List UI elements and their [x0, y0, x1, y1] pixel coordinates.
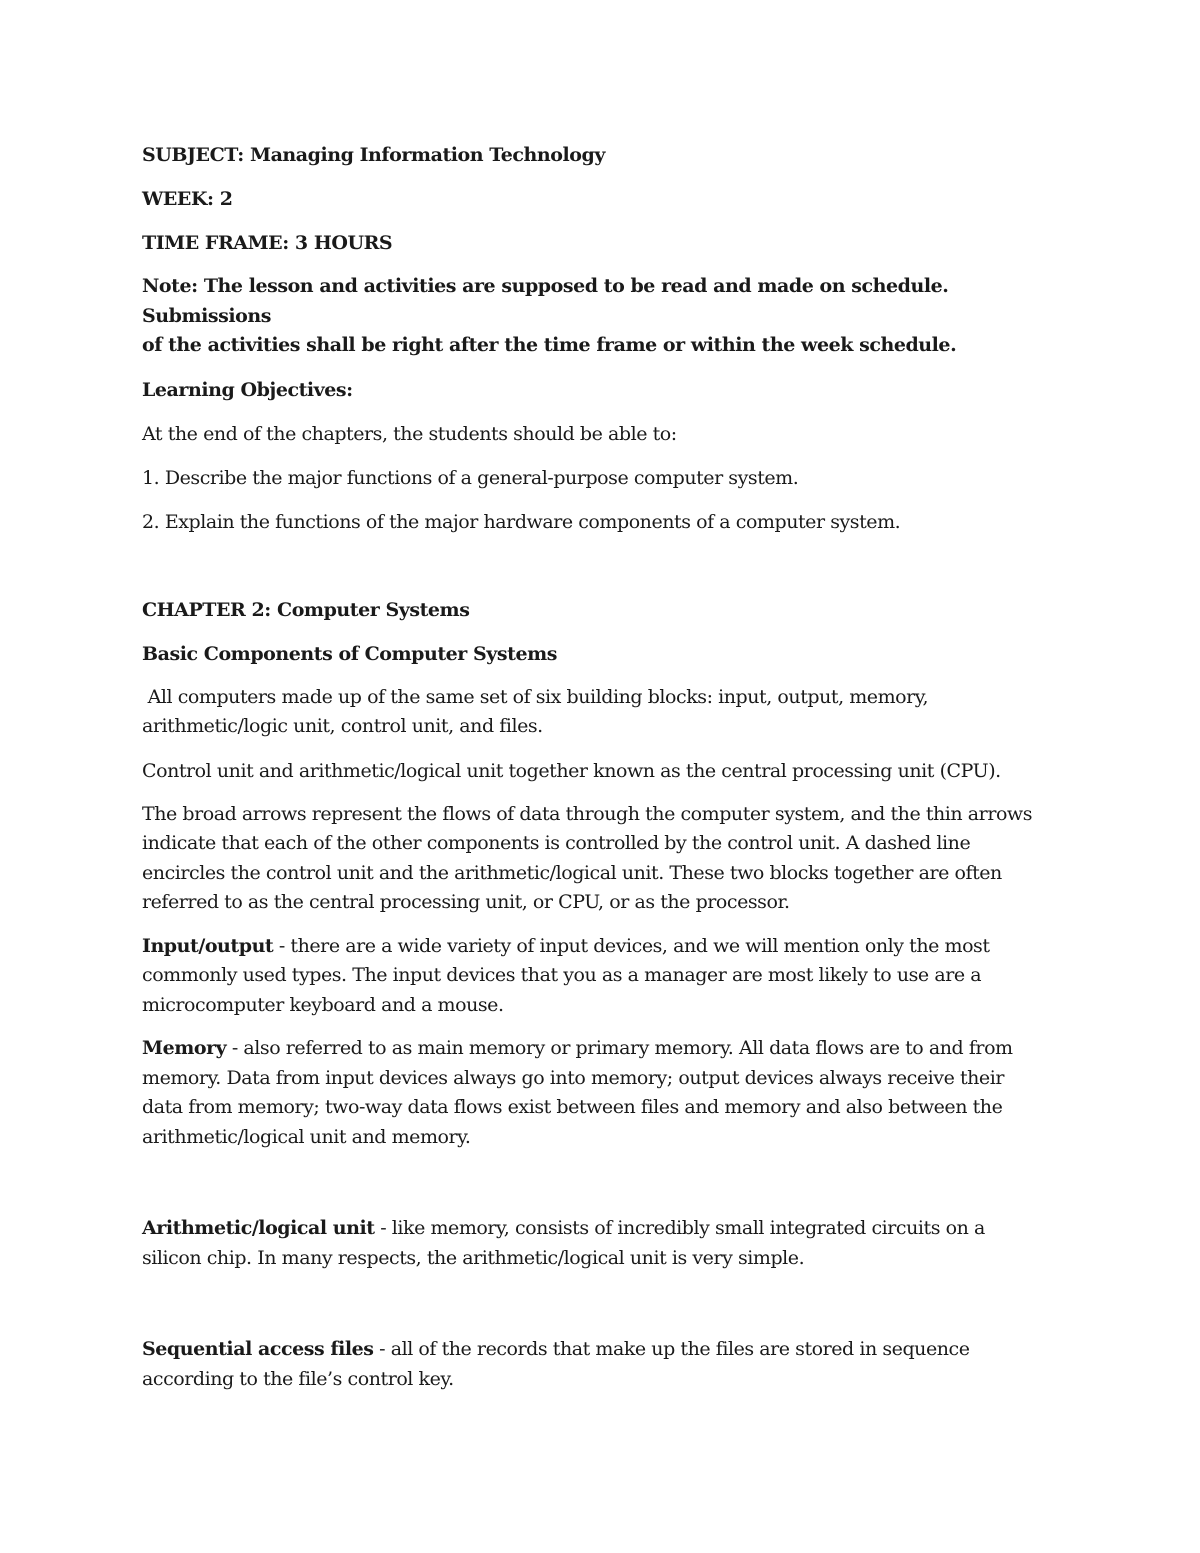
term-memory: Memory	[142, 1037, 227, 1059]
paragraph-line: silicon chip. In many respects, the arithmetic/logical unit is very simple.	[142, 1246, 805, 1269]
document-page	[142, 140, 1082, 1394]
week-line: WEEK: 2	[142, 188, 233, 210]
paragraph-line: data from memory; two-way data flows exist between files and memory and also between the	[142, 1096, 1003, 1118]
paragraph-line: according to the file’s control key.	[142, 1367, 454, 1390]
paragraph-line: memory. Data from input devices always go into memory; output devices always receive their	[142, 1066, 1004, 1089]
paragraph-line: indicate that each of the other components is controlled by the control unit. A dashed line	[142, 832, 971, 854]
definition-text: - there are a wide variety of input devices, and we will mention only the most	[273, 934, 990, 957]
paragraph-line: arithmetic/logic unit, control unit, and files.	[142, 715, 543, 737]
time-frame-line: TIME FRAME: 3 HOURS	[142, 232, 393, 254]
definition-text: - all of the records that make up the files are stored in sequence	[373, 1338, 970, 1360]
paragraph-line: All computers made up of the same set of six building blocks: input, output, memory,	[142, 685, 929, 708]
chapter-title: CHAPTER 2: Computer Systems	[142, 598, 470, 621]
paragraph-line: referred to as the central processing unit, or CPU, or as the processor.	[142, 891, 790, 913]
objective-item: 2. Explain the functions of the major hardware components of a computer system.	[142, 510, 901, 533]
paragraph-line: arithmetic/logical unit and memory.	[142, 1125, 471, 1148]
paragraph-building-blocks	[142, 683, 1082, 742]
paragraph-line: microcomputer keyboard and a mouse.	[142, 993, 504, 1016]
paragraph-line: commonly used types. The input devices that you as a manager are most likely to use are a	[142, 964, 982, 986]
term-input-output: Input/output	[142, 934, 274, 957]
learning-objectives-heading: Learning Objectives:	[142, 378, 353, 401]
objective-item: 1. Describe the major functions of a general-purpose computer system.	[142, 466, 799, 489]
definition-text: - like memory, consists of incredibly small integrated circuits on a	[374, 1217, 985, 1239]
term-alu: Arithmetic/logical unit	[142, 1217, 375, 1239]
note-block	[142, 272, 1082, 361]
paragraph-cpu: Control unit and arithmetic/logical unit together known as the central processing unit (CPU).	[142, 759, 1001, 782]
paragraph-line: The broad arrows represent the flows of data through the computer system, and the thin arrows	[142, 802, 1033, 825]
paragraph-arrows	[142, 800, 1082, 918]
paragraph-alu	[142, 1214, 1082, 1273]
objectives-intro: At the end of the chapters, the students should be able to:	[142, 422, 677, 445]
paragraph-input-output	[142, 932, 1082, 1021]
term-sequential-files: Sequential access files	[142, 1338, 374, 1360]
paragraph-memory	[142, 1034, 1082, 1152]
note-line: of the activities shall be right after the time frame or within the week schedule.	[142, 334, 957, 356]
note-line: Note: The lesson and activities are supposed to be read and made on schedule. Submissions	[142, 275, 949, 327]
section-heading: Basic Components of Computer Systems	[142, 642, 558, 665]
paragraph-sequential-files	[142, 1335, 1082, 1394]
definition-text: - also referred to as main memory or primary memory. All data flows are to and from	[226, 1037, 1013, 1059]
paragraph-line: encircles the control unit and the arithmetic/logical unit. These two blocks together are often	[142, 861, 1002, 884]
subject-line: SUBJECT: Managing Information Technology	[142, 144, 605, 166]
